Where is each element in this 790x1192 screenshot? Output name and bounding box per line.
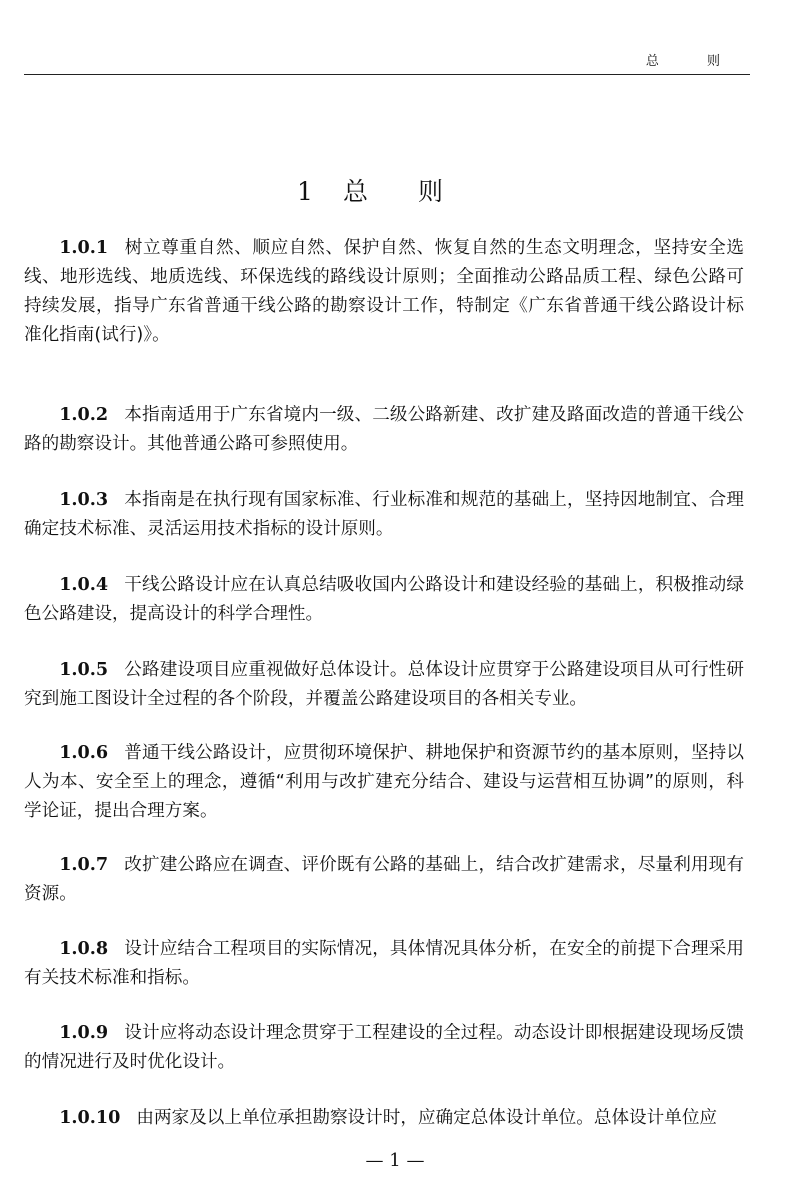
clause-number: 1.0.4 (59, 574, 109, 595)
clause-1-0-8 (24, 934, 744, 993)
clause-1-0-3 (24, 485, 744, 544)
clause-1-0-4 (24, 570, 744, 629)
clause-text: 干线公路设计应在认真总结吸收国内公路设计和建设经验的基础上，积极推动绿色公路建设，提高设计的科学合理性。 (24, 575, 744, 624)
page-number: — 1 — (365, 1150, 425, 1171)
clause-number: 1.0.1 (59, 237, 109, 258)
clause-text: 设计应结合工程项目的实际情况，具体情况具体分析，在安全的前提下合理采用有关技术标准和指标。 (24, 939, 744, 988)
chapter-title (0, 172, 790, 208)
chapter-title-text: 总则 (342, 177, 493, 206)
clause-1-0-5 (24, 655, 744, 714)
running-header (24, 50, 750, 75)
clause-text: 本指南是在执行现有国家标准、行业标准和规范的基础上，坚持因地制宜、合理确定技术标准、灵活运用技术指标的设计原则。 (24, 490, 744, 539)
clause-number: 1.0.5 (59, 659, 109, 680)
clause-text: 普通干线公路设计，应贯彻环境保护、耕地保护和资源节约的基本原则，坚持以人为本、安全至上的理念，遵循“利用与改扩建充分结合、建设与运营相互协调”的原则，科学论证，提出合理方案。 (24, 743, 744, 821)
clause-number: 1.0.8 (59, 938, 109, 959)
clause-1-0-2 (24, 400, 744, 459)
clause-1-0-7 (24, 850, 744, 909)
clause-text: 设计应将动态设计理念贯穿于工程建设的全过程。动态设计即根据建设现场反馈的情况进行及时优化设计。 (24, 1023, 744, 1072)
clause-1-0-9 (24, 1018, 744, 1077)
clause-number: 1.0.7 (59, 854, 109, 875)
clause-text: 树立尊重自然、顺应自然、保护自然、恢复自然的生态文明理念，坚持安全选线、地形选线、地质选线、环保选线的路线设计原则；全面推动公路品质工程、绿色公路可持续发展，指导广东省普通干线公路的勘察设计工作，特制定《广东省普通干线公路设计标准化指南(试行)》。 (24, 238, 744, 345)
clause-text: 公路建设项目应重视做好总体设计。总体设计应贯穿于公路建设项目从可行性研究到施工图设计全过程的各个阶段，并覆盖公路建设项目的各相关专业。 (24, 660, 744, 709)
running-header-title: 总 则 (645, 54, 742, 69)
clause-1-0-6 (24, 738, 744, 826)
clause-1-0-1 (24, 233, 744, 350)
chapter-number: 1 (297, 177, 315, 206)
clause-text: 本指南适用于广东省境内一级、二级公路新建、改扩建及路面改造的普通干线公路的勘察设计。其他普通公路可参照使用。 (24, 405, 744, 454)
clause-1-0-10 (24, 1103, 744, 1133)
clause-number: 1.0.2 (59, 404, 109, 425)
clause-number: 1.0.10 (59, 1107, 121, 1128)
clause-number: 1.0.3 (59, 489, 109, 510)
clause-text: 改扩建公路应在调查、评价既有公路的基础上，结合改扩建需求，尽量利用现有资源。 (24, 855, 744, 904)
clause-text: 由两家及以上单位承担勘察设计时，应确定总体设计单位。总体设计单位应 (136, 1108, 718, 1128)
clause-number: 1.0.9 (59, 1022, 109, 1043)
clause-number: 1.0.6 (59, 742, 109, 763)
